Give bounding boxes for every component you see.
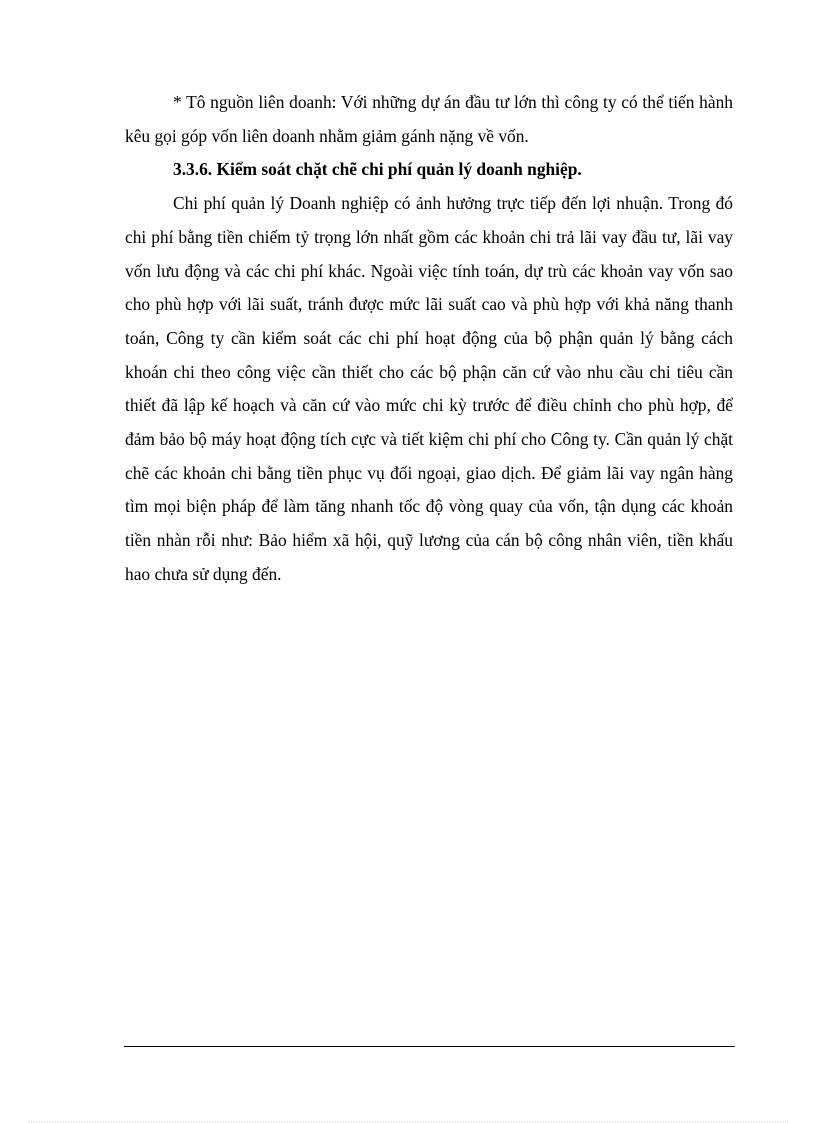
- paragraph-cost-control: Chi phí quản lý Doanh nghiệp có ảnh hưởng trực tiếp đến lợi nhuận. Trong đó chi phí bằng tiền chiếm tỷ trọng lớn nhất gồm các khoản chi trả lãi vay đầu tư, lãi vay vốn lưu động và các chi phí khác. Ngoài việc tính toán, dự trù các khoản vay vốn sao cho phù hợp với lãi suất, tránh được mức lãi suất cao và phù hợp với khả năng thanh toán, Công ty cần kiểm soát các chi phí hoạt động của bộ phận quản lý bằng cách khoán chi theo công việc cần thiết cho các bộ phận căn cứ vào nhu cầu chi tiêu cần thiết đã lập kế hoạch và căn cứ vào mức chi kỳ trước để điều chỉnh cho phù hợp, để đảm bảo bộ máy hoạt động tích cực và tiết kiệm chi phí cho Công ty. Cần quản lý chặt chẽ các khoản chi bằng tiền phục vụ đối ngoại, giao dịch. Để giảm lãi vay ngân hàng tìm mọi biện pháp để làm tăng nhanh tốc độ vòng quay của vốn, tận dụng các khoản tiền nhàn rỗi như: Bảo hiểm xã hội, quỹ lương của cán bộ công nhân viên, tiền khấu hao chưa sử dụng đến.: [125, 193, 733, 584]
- document-body: [125, 86, 733, 592]
- paragraph-joint-venture: * Tô nguồn liên doanh: Với những dự án đầu tư lớn thì công ty có thể tiến hành kêu gọi góp vốn liên doanh nhằm giảm gánh nặng về vốn.: [125, 92, 733, 146]
- footer-divider: [124, 1046, 735, 1047]
- section-heading: 3.3.6. Kiểm soát chặt chẽ chi phí quản lý doanh nghiệp.: [173, 159, 582, 180]
